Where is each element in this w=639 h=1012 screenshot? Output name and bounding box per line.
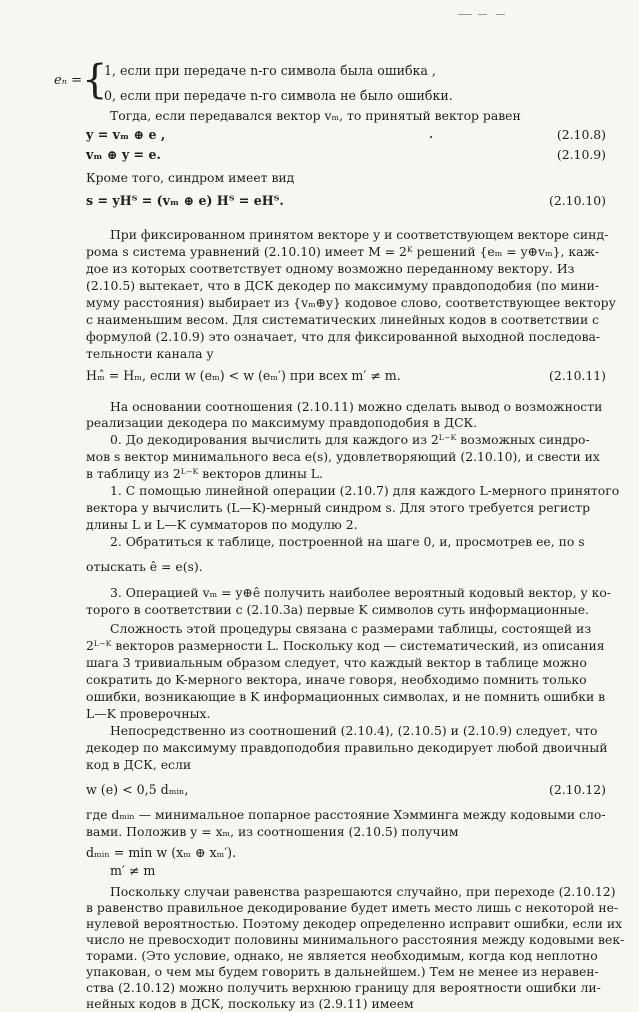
text-line: На основании соотношения (2.10.11) можно сделать вывод о возможности: [110, 399, 603, 414]
text-line: ошибки, возникающие в K информационных символах, и не помнить ошибки в: [86, 689, 606, 704]
equation-number: (2.10.9): [556, 147, 606, 162]
text-line: муму расстояния) выбирает из {vₘ⊕y} кодовое слово, соответствующее вектору: [86, 295, 616, 310]
text-line: мов s вектор минимального веса e(s), удовлетворяющий (2.10.10), и свести их: [86, 449, 600, 464]
text-line: в равенство правильное декодирование будет иметь место лишь с некоторой не-: [86, 900, 619, 915]
text-line: L—K проверочных.: [86, 706, 211, 721]
text-line: нейных кодов в ДСК, поскольку из (2.9.11) имеем: [86, 996, 414, 1011]
case-no-error: 0, если при передаче n-го символа не было ошибки.: [104, 88, 453, 103]
text-line: Сложность этой процедуры связана с размерами таблицы, состоящей из: [110, 621, 592, 636]
text-line: рома s система уравнений (2.10.10) имеет M = 2ᴷ решений {eₘ = y⊕vₘ}, каж-: [86, 244, 600, 259]
text-line: Кроме того, синдром имеет вид: [86, 170, 295, 185]
text-line: 2. Обратиться к таблице, построенной на шаге 0, и, просмотрев ее, по s: [110, 534, 585, 549]
text-line: дое из которых соответствует одному возможно переданному вектору. Из: [86, 261, 575, 276]
text-line: Непосредственно из соотношений (2.10.4), (2.10.5) и (2.10.9) следует, что: [110, 723, 598, 738]
text-line: 2ᴸ⁻ᴷ векторов размерности L. Поскольку код — систематический, из описания: [86, 638, 605, 653]
equation: dₘᵢₙ = min w (xₘ ⊕ xₘ′).: [86, 845, 237, 860]
text-line: в таблицу из 2ᴸ⁻ᴷ векторов длины L.: [86, 466, 323, 481]
text-line: реализации декодера по максимуму правдоподобия в ДСК.: [86, 415, 478, 430]
equation: s = yHᵀ = (vₘ ⊕ e) Hᵀ = eHᵀ.: [86, 193, 284, 208]
equation: y = vₘ ⊕ e ,: [86, 127, 166, 142]
text-line: декодер по максимуму правдоподобия правильно декодирует любой двоичный: [86, 740, 608, 755]
speck: [430, 136, 432, 138]
equation: w (e) < 0,5 dₘᵢₙ,: [86, 782, 189, 797]
equation-number: (2.10.11): [549, 368, 606, 383]
equation: Hₘ̂ = Hₘ, если w (eₘ) < w (eₘ′) при всех m′ ≠ m.: [86, 368, 401, 383]
equation-number: (2.10.10): [549, 193, 606, 208]
text-line: где dₘᵢₙ — минимальное попарное расстояние Хэмминга между кодовыми сло-: [86, 807, 606, 822]
text-line: (2.10.5) вытекает, что в ДСК декодер по максимуму правдоподобия (по мини-: [86, 278, 600, 293]
text-line: вами. Положив y = xₘ, из соотношения (2.10.5) получим: [86, 824, 459, 839]
text-line: 3. Операцией vₘ = y⊕ê получить наиболее вероятный кодовый вектор, у ко-: [110, 585, 612, 600]
text-line: шага 3 тривиальным образом следует, что каждый вектор в таблице можно: [86, 655, 587, 670]
case-error: 1, если при передаче n-го символа была ошибка ,: [104, 63, 436, 78]
text-line: вектора y вычислить (L—K)-мерный синдром s. Для этого требуется регистр: [86, 500, 591, 515]
equation: vₘ ⊕ y = e.: [86, 147, 161, 162]
equation-subscript: m′ ≠ m: [110, 863, 156, 878]
text-line: тельности канала y: [86, 346, 214, 361]
scan-mark: [458, 14, 472, 15]
equation-number: (2.10.12): [549, 782, 606, 797]
text-line: формулой (2.10.9) это означает, что для фиксированной выходной последова-: [86, 329, 601, 344]
text-line: упакован, о чем мы будем говорить в дальнейшем.) Тем не менее из неравен-: [86, 964, 599, 979]
text-line: 0. До декодирования вычислить для каждого из 2ᴸ⁻ᴷ возможных синдро-: [110, 432, 590, 447]
scan-mark: [496, 14, 505, 15]
en-symbol: eₙ =: [54, 73, 82, 88]
text-line: ства (2.10.12) можно получить верхнюю границу для вероятности ошибки ли-: [86, 980, 601, 995]
scan-mark: [478, 14, 487, 15]
text-line: нулевой вероятностью. Поэтому декодер определенно исправит ошибки, если их: [86, 916, 623, 931]
text-line: длины L и L—K сумматоров по модулю 2.: [86, 517, 358, 532]
case-brace: {: [82, 57, 108, 103]
text-line: Тогда, если передавался вектор vₘ, то принятый вектор равен: [110, 108, 521, 123]
text-line: торого в соответствии с (2.10.3а) первые K символов суть информационные.: [86, 602, 589, 617]
text-line: сократить до K-мерного вектора, иначе говоря, необходимо помнить только: [86, 672, 587, 687]
text-line: Поскольку случаи равенства разрешаются случайно, при переходе (2.10.12): [110, 884, 616, 899]
text-line: торами. (Это условие, однако, не является необходимым, когда код неплотно: [86, 948, 598, 963]
text-line: 1. С помощью линейной операции (2.10.7) для каждого L-мерного принятого: [110, 483, 620, 498]
text-line: При фиксированном принятом векторе y и соответствующем векторе синд-: [110, 227, 609, 242]
text-line: отыскать ê = e(s).: [86, 559, 203, 574]
text-line: код в ДСК, если: [86, 757, 192, 772]
text-line: с наименьшим весом. Для систематических линейных кодов в соответствии с: [86, 312, 600, 327]
equation-number: (2.10.8): [556, 127, 606, 142]
text-line: число не превосходит половины минимального расстояния между кодовыми век-: [86, 932, 625, 947]
